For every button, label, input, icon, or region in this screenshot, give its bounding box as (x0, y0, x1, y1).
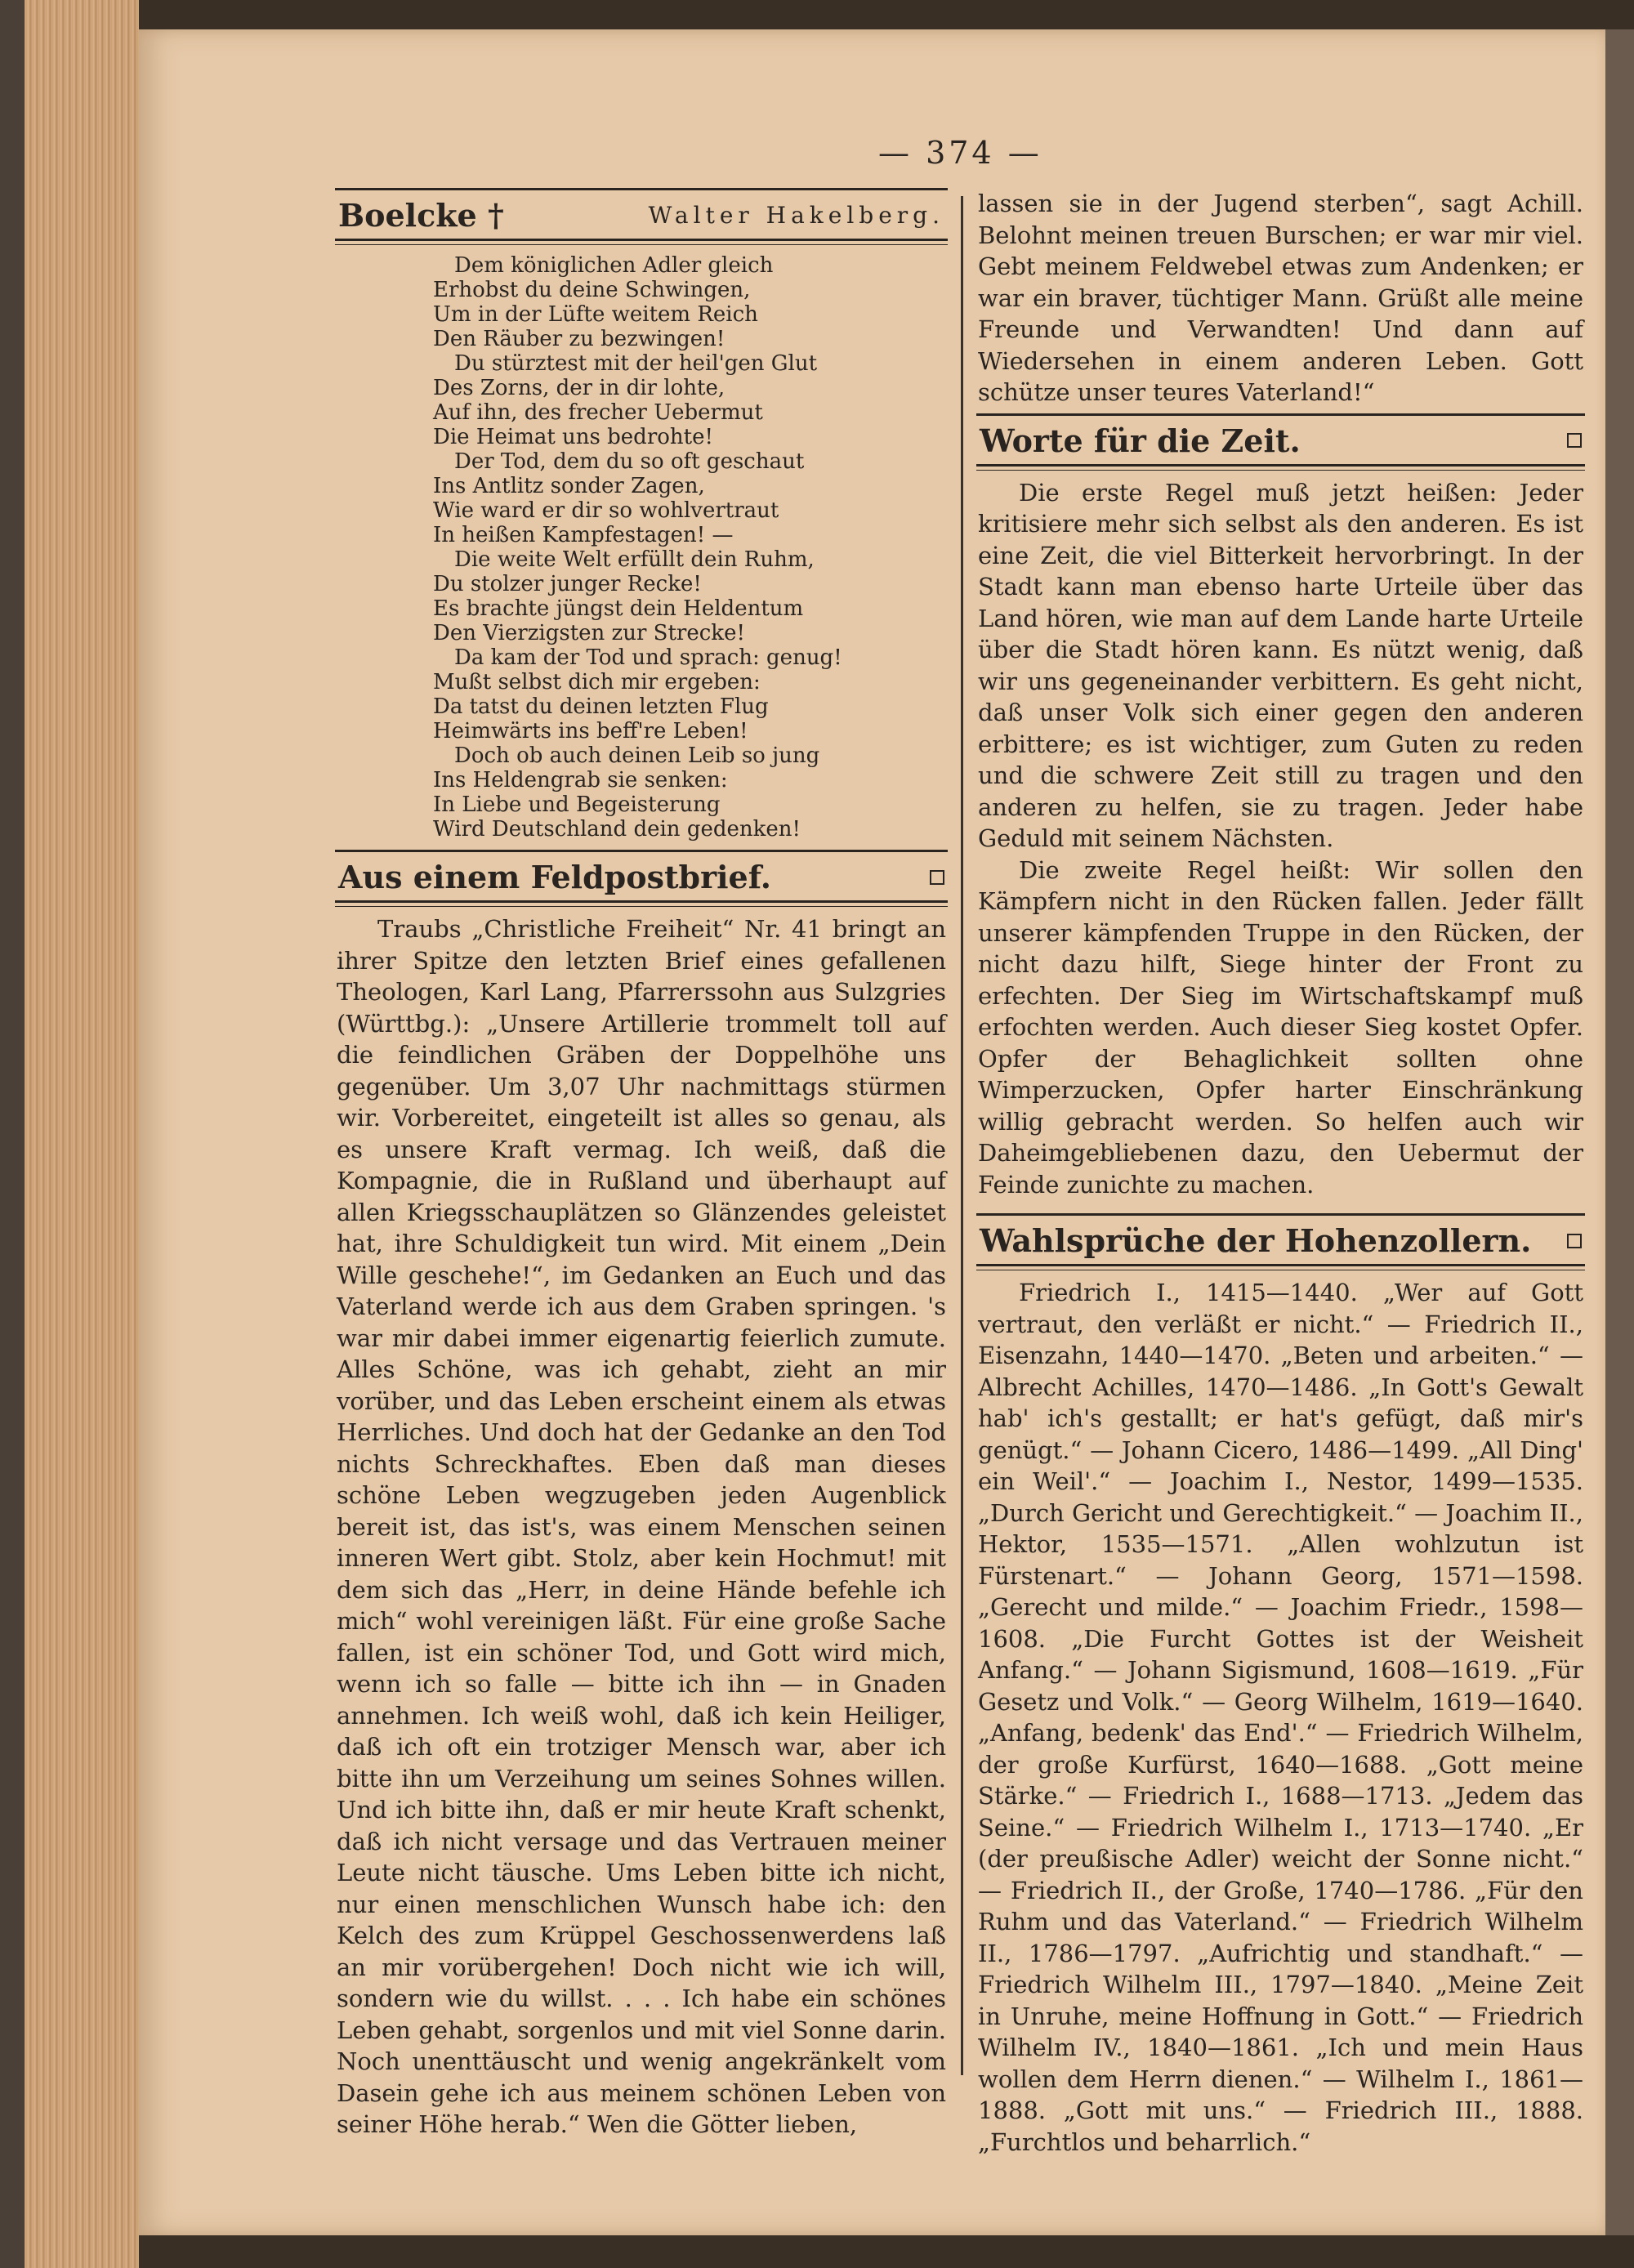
boelcke-author: Walter Hakelberg. (648, 202, 944, 229)
poem-line: Ins Heldengrab sie senken: (433, 768, 728, 792)
poem-line: Ins Antlitz sonder Zagen, (433, 474, 705, 498)
poem-line: Um in der Lüfte weitem Reich (433, 302, 758, 327)
poem-stanza (433, 547, 948, 645)
feldpost-title: Aus einem Feldpostbrief. (338, 859, 771, 895)
boelcke-rule (335, 239, 948, 245)
feldpost-paragraph: Traubs „Christliche Freiheit“ Nr. 41 bringt an ihrer Spitze den letzten Brief eines gefallenen Theologen, Karl Lang, Pfarrerssohn aus Sulzgries (Württbg.): „Unsere Artillerie trommelt toll auf die feindlichen Gräben der Doppelhöhe uns gegenüber. Um 3,07 Uhr nachmittags stürmen wir. Vorbereitet, eingeteilt ist alles so genau, als es unsere Kraft vermag. Ich weiß, daß die Kompagnie, die in Rußland und überhaupt auf allen Kriegsschauplätzen so Glänzendes geleistet hat, ihre Schuldigkeit tun wird. Mit einem „Dein Wille geschehe!“, im Gedanken an Euch und das Vaterland werde ich aus dem Graben springen. 's war mir dabei immer eigenartig feierlich zumute. Alles Schöne, was ich gehabt, zieht an mir vorüber, und das Leben erscheint einem als etwas Herrliches. Und doch hat der Gedanke an den Tod nichts Schreckhaftes. Eben daß man dieses schöne Leben wegzugeben jeden Augenblick bereit ist, das ist's, was einem Menschen seinen inneren Wert gibt. Stolz, aber kein Hochmut! mit dem sich das „Herr, in deine Hände befehle ich mich“ wohl vereinigen läßt. Für eine große Sache fallen, ist ein schöner Tod, und Gott wird mich, wenn ich so falle — bitte ich ihn — in Gnaden annehmen. Ich weiß wohl, daß ich kein Heiliger, daß ich oft ein trotziger Mensch war, aber ich bitte ihn um Verzeihung um seines Sohnes willen. Und ich bitte ihn, daß er mir heute Kraft schenkt, daß ich nicht versage und das Vertrauen meiner Leute nicht täusche. Ums Leben bitte ich nicht, nur einen menschlichen Wunsch habe ich: den Kelch des zum Krüppel Geschossenwerdens laß an mir vorübergehen! Doch nicht wie ich will, sondern wie du willst. . . . Ich habe ein schönes Leben gehabt, sorgenlos und mit viel Sonne darin. Noch unenttäuscht und wenig angekränkelt vom Dasein gehe ich aus meinem schönen Leben von seiner Höhe herab.“ Wen die Götter lieben, (337, 915, 946, 2138)
poem-line: Dem königlichen Adler gleich (454, 253, 774, 278)
wahl-heading (976, 1216, 1585, 1264)
poem-line: Du stürztest mit der heil'gen Glut (454, 351, 818, 376)
poem-line: Doch ob auch deinen Leib so jung (454, 743, 820, 768)
feldpost-heading (335, 852, 948, 900)
feldpost-body (335, 907, 948, 2145)
poem-line: In heißen Kampfestagen! — (433, 523, 734, 547)
poem-line: Den Räuber zu bezwingen! (433, 327, 725, 351)
page-number: — 374 — (878, 135, 1042, 171)
section-end-box-icon (930, 870, 944, 885)
poem-line: In Liebe und Begeisterung (433, 792, 721, 817)
poem-line: Den Vierzigsten zur Strecke! (433, 621, 745, 645)
worte-rule (976, 464, 1585, 471)
right-column (976, 188, 1585, 2163)
wahl-title: Wahlsprüche der Hohenzollern. (980, 1222, 1532, 1259)
book-cover-spine (0, 0, 25, 2268)
poem-line: Es brachte jüngst dein Heldentum (433, 596, 804, 621)
poem-line: Du stolzer junger Recke! (433, 572, 702, 596)
poem-line: Die Heimat uns bedrohte! (433, 425, 713, 449)
poem-line: Heimwärts ins beff're Leben! (433, 719, 748, 743)
poem-line: Auf ihn, des frecher Uebermut (433, 400, 763, 425)
poem-line: Wie ward er dir so wohlvertraut (433, 498, 779, 523)
boelcke-poem (335, 245, 948, 850)
worte-title: Worte für die Zeit. (980, 422, 1301, 459)
boelcke-heading (335, 190, 948, 239)
poem-line: Da tatst du deinen letzten Flug (433, 694, 769, 719)
section-end-box-icon (1567, 1234, 1582, 1248)
poem-line: Wird Deutschland dein gedenken! (433, 817, 801, 842)
poem-line: Die weite Welt erfüllt dein Ruhm, (454, 547, 815, 572)
wahl-paragraph: Friedrich I., 1415—1440. „Wer auf Gott vertraut, den verläßt er nicht.“ — Friedrich II., Eisenzahn, 1440—1470. „Beten und arbeiten.“ — Albrecht Achilles, 1470—1486. „In Gott's Gewalt hab' ich's gestallt; er hat's gefügt, daß mir's genügt.“ — Johann Cicero, 1486—1499. „All Ding' ein Weil'.“ — Joachim I., Nestor, 1499—1535. „Durch Gericht und Gerechtigkeit.“ — Joachim II., Hektor, 1535—1571. „Allen wohlzutun ist Fürstenart.“ — Johann Georg, 1571—1598. „Gerecht und milde.“ — Joachim Friedr., 1598—1608. „Die Furcht Gottes ist der Weisheit Anfang.“ — Johann Sigismund, 1608—1619. „Für Gesetz und Volk.“ — Georg Wilhelm, 1619—1640. „Anfang, bedenk' das End'.“ — Friedrich Wilhelm, der große Kurfürst, 1640—1688. „Gott meine Stärke.“ — Friedrich I., 1688—1713. „Jedem das Seine.“ — Friedrich Wilhelm I., 1713—1740. „Er (der preußische Adler) weicht der Sonne nicht.“ — Friedrich II., der Große, 1740—1786. „Für den Ruhm und das Vaterland.“ — Friedrich Wilhelm II., 1786—1797. „Aufrichtig und standhaft.“ — Friedrich Wilhelm III., 1797—1840. „Meine Zeit in Unruhe, meine Hoffnung in Gott.“ — Friedrich Wilhelm IV., 1840—1861. „Ich und mein Haus wollen dem Herrn dienen.“ — Wilhelm I., 1861—1888. „Gott mit uns.“ — Friedrich III., 1888. „Furchtlos und beharrlich.“ (978, 1279, 1583, 2156)
poem-line: Mußt selbst dich mir ergeben: (433, 670, 761, 694)
poem-line: Erhobst du deine Schwingen, (433, 278, 751, 302)
poem-stanza (433, 449, 948, 547)
worte-paragraph: Die zweite Regel heißt: Wir sollen den Kämpfern nicht in den Rücken fallen. Jeder fällt unserer kämpfenden Truppe in den Rücken, der nicht dazu hilft, Siege hinter der Front zu erfechten. Der Sieg im Wirtschaftskampf muß erfochten werden. Auch dieser Sieg kostet Opfer. Opfer der Behaglichkeit sollten ohne Wimperzucken, Opfer harter Einschränkung willig gebracht werden. So helfen auch wir Daheimgebliebenen dazu, den Uebermut der Feinde zunichte zu machen. (978, 855, 1583, 1199)
column-divider (961, 196, 963, 2075)
boelcke-title: Boelcke † (338, 197, 504, 234)
poem-line: Da kam der Tod und sprach: genug! (454, 645, 842, 670)
poem-stanza (433, 351, 948, 449)
poem-stanza (433, 743, 948, 842)
poem-stanza (433, 253, 948, 351)
poem-line: Der Tod, dem du so oft geschaut (454, 449, 805, 474)
worte-heading (976, 416, 1585, 464)
section-end-box-icon (1567, 433, 1582, 448)
left-column (335, 188, 948, 2145)
worte-body (976, 471, 1585, 1206)
wahl-rule (976, 1264, 1585, 1270)
poem-line: Des Zorns, der in dir lohte, (433, 376, 725, 400)
page-right-edge (1605, 29, 1634, 2235)
feldpost-continuation-paragraph: lassen sie in der Jugend sterben“, sagt Achill. Belohnt meinen treuen Burschen; er war mir viel. Gebt meinem Feldwebel etwas zum Andenken; er war ein braver, tüchtiger Mann. Grüßt alle meine Freunde und Verwandten! Und dann auf Wiedersehen in einem anderen Leben. Gott schütze unser teures Vaterland!“ (978, 190, 1583, 406)
poem-stanza (433, 645, 948, 743)
feldpost-continuation (976, 188, 1585, 413)
wahl-body (976, 1270, 1585, 2163)
worte-paragraph: Die erste Regel muß jetzt heißen: Jeder kritisiere mehr sich selbst als den anderen. Es ist eine Zeit, die viel Bitterkeit hervorbringt. In der Stadt kann man ebenso harte Urteile über das Land hören, wie man auf dem Lande harte Urteile über die Stadt hören kann. Es nützt wenig, daß wir uns gegeneinander verbittern. Es geht nicht, daß unser Volk sich einer gegen den anderen erbittere; es ist wichtiger, zum Guten zu reden und die schwere Zeit still zu tragen und den anderen zu helfen, sie zu tragen. Jeder habe Geduld mit seinem Nächsten. (978, 478, 1583, 852)
feldpost-rule (335, 900, 948, 907)
